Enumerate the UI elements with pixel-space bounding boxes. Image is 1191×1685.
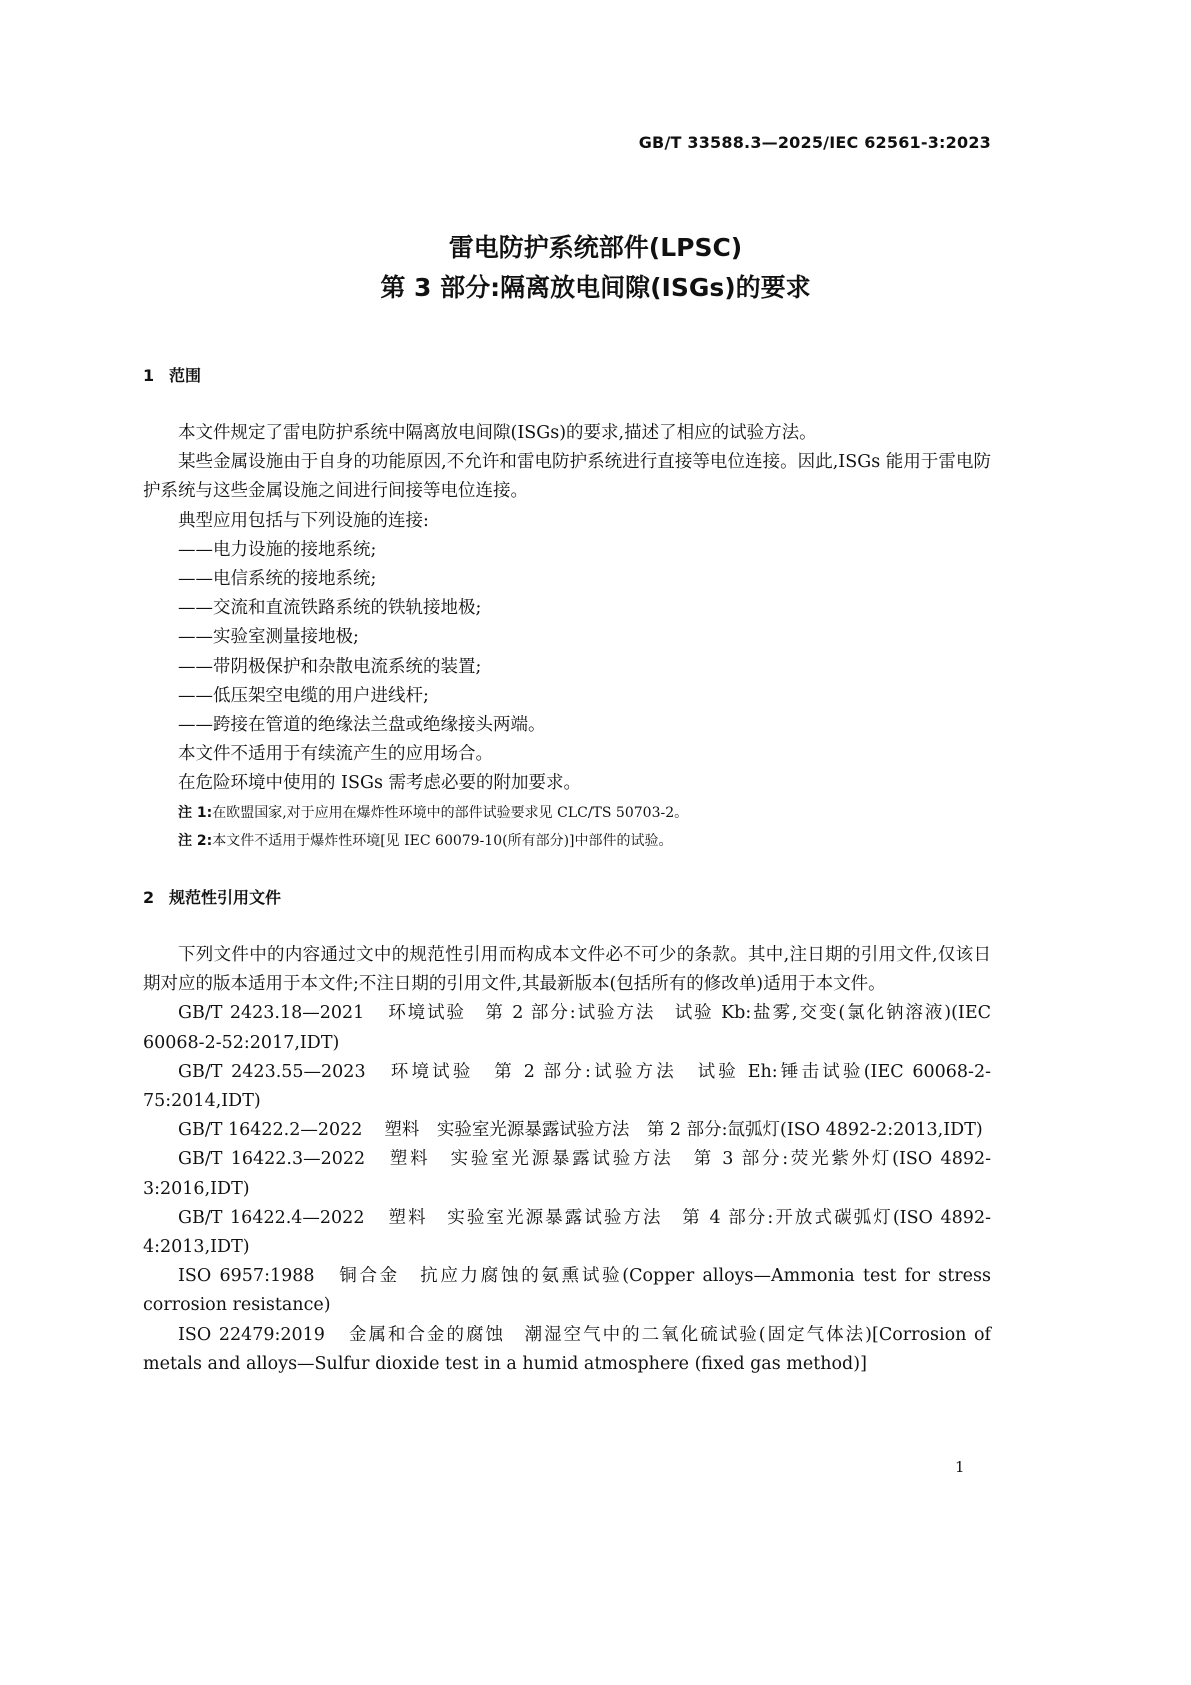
list-item: ——低压架空电缆的用户进线杆; (178, 685, 429, 706)
section-1-body (143, 419, 991, 855)
reference-title: 环境试验 第 2 部分:试验方法 试验 Eh:锤击试验(IEC 60068-2-75:2014,IDT) (143, 1061, 991, 1112)
reference-item (143, 1145, 991, 1203)
reference-code: GB/T 16422.3—2022 (178, 1149, 366, 1170)
note (143, 827, 991, 855)
reference-item (143, 999, 991, 1057)
note-text: 在欧盟国家,对于应用在爆炸性环境中的部件试验要求见 CLC/TS 50703-2。 (212, 804, 689, 821)
reference-item (143, 1058, 991, 1116)
reference-title: 铜合金 抗应力腐蚀的氨熏试验(Copper alloys—Ammonia test for stress corrosion resistance) (143, 1266, 991, 1316)
reference-title: 环境试验 第 2 部分:试验方法 试验 Kb:盐雾,交变(氯化钠溶液)(IEC 60068-2-52:2017,IDT) (143, 1003, 992, 1053)
note-label: 注 1: (178, 804, 213, 821)
reference-title: 金属和合金的腐蚀 潮湿空气中的二氧化硫试验(固定气体法)[Corrosion of metals and alloys—Sulfur dioxide test in a humid atmosphere (fixed gas method)] (143, 1324, 991, 1374)
reference-item (143, 1262, 991, 1320)
list-item: ——带阴极保护和杂散电流系统的装置; (178, 656, 482, 677)
reference-code: GB/T 16422.4—2022 (178, 1207, 365, 1228)
paragraph: 某些金属设施由于自身的功能原因,不允许和雷电防护系统进行直接等电位连接。因此,ISGs 能用于雷电防护系统与这些金属设施之间进行间接等电位连接。 (143, 452, 991, 502)
reference-code: GB/T 2423.18—2021 (178, 1003, 365, 1024)
reference-title: 塑料 实验室光源暴露试验方法 第 4 部分:开放式碳弧灯(ISO 4892-4:2013,IDT) (143, 1207, 991, 1258)
paragraph: 典型应用包括与下列设施的连接: (178, 510, 429, 531)
section-1-heading (143, 363, 201, 386)
reference-title: 塑料 实验室光源暴露试验方法 第 3 部分:荧光紫外灯(ISO 4892-3:2016,IDT) (143, 1149, 992, 1199)
reference-item (143, 1116, 991, 1145)
reference-code: GB/T 2423.55—2023 (178, 1061, 366, 1082)
page-number: 1 (955, 1458, 965, 1476)
section-number: 2 (143, 888, 155, 907)
section-2-body (143, 941, 991, 1379)
section-number: 1 (143, 366, 155, 385)
list-item: ——跨接在管道的绝缘法兰盘或绝缘接头两端。 (178, 715, 546, 736)
note-label: 注 2: (178, 832, 213, 849)
document-title: 雷电防护系统部件(LPSC) (448, 233, 743, 262)
list-item: ——电力设施的接地系统; (178, 539, 377, 560)
section-title: 规范性引用文件 (169, 888, 282, 907)
section-title: 范围 (169, 366, 202, 385)
reference-code: ISO 22479:2019 (178, 1324, 325, 1345)
note (143, 799, 991, 827)
list-item: ——实验室测量接地极; (178, 627, 359, 648)
section-2-heading (143, 885, 281, 908)
reference-code: GB/T 16422.2—2022 (178, 1120, 363, 1141)
list-item: ——交流和直流铁路系统的铁轨接地极; (178, 598, 482, 619)
reference-title: 塑料 实验室光源暴露试验方法 第 2 部分:氙弧灯(ISO 4892-2:2013,IDT) (384, 1120, 983, 1141)
paragraph: 本文件不适用于有续流产生的应用场合。 (178, 744, 493, 765)
reference-item (143, 1321, 991, 1379)
document-subtitle: 第 3 部分:隔离放电间隙(ISGs)的要求 (380, 273, 811, 302)
note-text: 本文件不适用于爆炸性环境[见 IEC 60079-10(所有部分)]中部件的试验。 (212, 832, 673, 849)
paragraph: 本文件规定了雷电防护系统中隔离放电间隙(ISGs)的要求,描述了相应的试验方法。 (178, 423, 817, 443)
paragraph: 下列文件中的内容通过文中的规范性引用而构成本文件必不可少的条款。其中,注日期的引用文件,仅该日期对应的版本适用于本文件;不注日期的引用文件,其最新版本(包括所有的修改单)适用于本文件。 (143, 945, 991, 995)
reference-code: ISO 6957:1988 (178, 1266, 315, 1287)
paragraph: 在危险环境中使用的 ISGs 需考虑必要的附加要求。 (178, 773, 581, 794)
list-item: ——电信系统的接地系统; (178, 569, 377, 590)
standard-number-header: GB/T 33588.3—2025/IEC 62561-3:2023 (638, 133, 991, 152)
reference-item (143, 1204, 991, 1262)
